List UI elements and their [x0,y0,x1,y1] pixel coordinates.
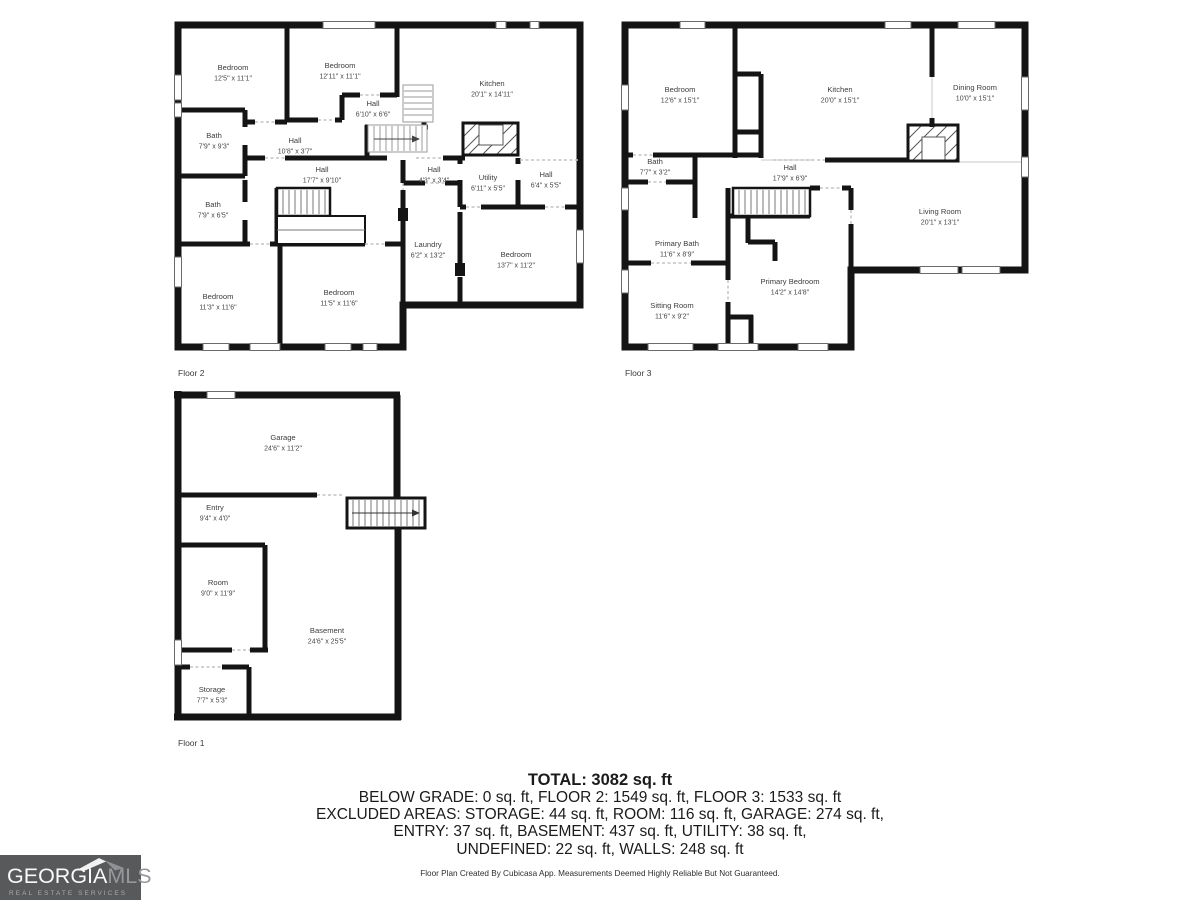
room-label: Utility 6'11" x 5'5" [471,173,505,193]
room-label: Bath 7'9" x 9'3" [198,131,230,151]
summary-line: BELOW GRADE: 0 sq. ft, FLOOR 2: 1549 sq. ft, FLOOR 3: 1533 sq. ft [358,789,842,806]
floor-plan-floor-2 [170,12,585,357]
room-label: Dining Room 10'0" x 15'1" [953,83,997,103]
room-label: Hall 6'10" x 6'6" [355,99,391,119]
floor-plan-floor-3 [618,12,1033,357]
brand-name [7,864,152,889]
window-markers [175,392,236,666]
room-label: Bedroom 12'5" x 11'1" [214,63,252,83]
brand-name-mls: MLS [107,864,152,888]
disclaimer-text: Floor Plan Created By Cubicasa App. Measurements Deemed Highly Reliable But Not Guaranteed. [420,869,780,878]
brand-logo [0,855,152,900]
room-label: Bath 7'7" x 3'2" [639,157,671,177]
stairs-icon [347,498,425,528]
floor-plan-floor-1 [172,388,427,723]
floor-label-floor-1: Floor 1 [178,738,205,748]
room-label: Bedroom 12'11" x 11'1" [319,61,361,81]
logo-tagline: REAL ESTATE SERVICES [9,890,128,897]
room-label: Hall 17'9" x 6'9" [772,163,808,183]
room-label: Bath 7'9" x 6'5" [197,200,229,220]
summary-line: ENTRY: 37 sq. ft, BASEMENT: 437 sq. ft, UTILITY: 38 sq. ft, [393,823,807,841]
summary-line: EXCLUDED AREAS: STORAGE: 44 sq. ft, ROOM: 116 sq. ft, GARAGE: 274 sq. ft, [316,806,884,824]
room-label: Living Room 20'1" x 13'1" [918,207,962,227]
room-label: Storage 7'7" x 5'3" [196,685,228,705]
room-label: Hall 10'8" x 3'7" [277,136,313,156]
outer-walls [625,25,1025,347]
room-label: Primary Bath 11'6" x 8'9" [655,239,699,259]
room-label: Bedroom 11'3" x 11'6" [199,292,237,312]
room-label: Bedroom 13'7" x 11'2" [497,250,535,270]
room-label: Entry 9'4" x 4'0" [199,503,231,523]
floor-label-floor-3: Floor 3 [625,368,652,378]
room-label: Laundry 6'2" x 13'2" [410,240,446,260]
room-labels [197,433,347,705]
door-post [398,208,408,221]
stairs-icon [368,125,427,152]
room-label: Room 9'0" x 11'9" [201,578,235,598]
stairs-icon [733,188,810,216]
stairs-icon [403,85,433,122]
room-label: Sitting Room 11'6" x 9'2" [650,301,694,321]
summary-total: TOTAL: 3082 sq. ft [527,771,673,789]
room-label: Basement 24'6" x 25'5" [307,626,347,646]
room-label: Primary Bedroom 14'2" x 14'8" [760,277,820,297]
room-label: Garage 24'6" x 11'2" [264,433,302,453]
room-label: Bedroom 11'5" x 11'6" [320,288,358,308]
room-label: Bedroom 12'6" x 15'1" [660,85,700,105]
summary-line: UNDEFINED: 22 sq. ft, WALLS: 248 sq. ft [456,840,744,858]
room-label: Hall 6'4" x 5'5" [530,170,562,190]
area-summary [0,771,1200,858]
room-label: Kitchen 20'0" x 15'1" [820,85,860,105]
door-post [455,263,465,276]
room-label: Hall 4'3" x 3'4" [418,165,450,185]
room-label: Kitchen 20'1" x 14'11" [471,79,513,99]
brand-name-georgia: GEORGIA [7,864,108,888]
room-label: Hall 17'7" x 9'10" [302,165,342,185]
floor-label-floor-2: Floor 2 [178,368,205,378]
